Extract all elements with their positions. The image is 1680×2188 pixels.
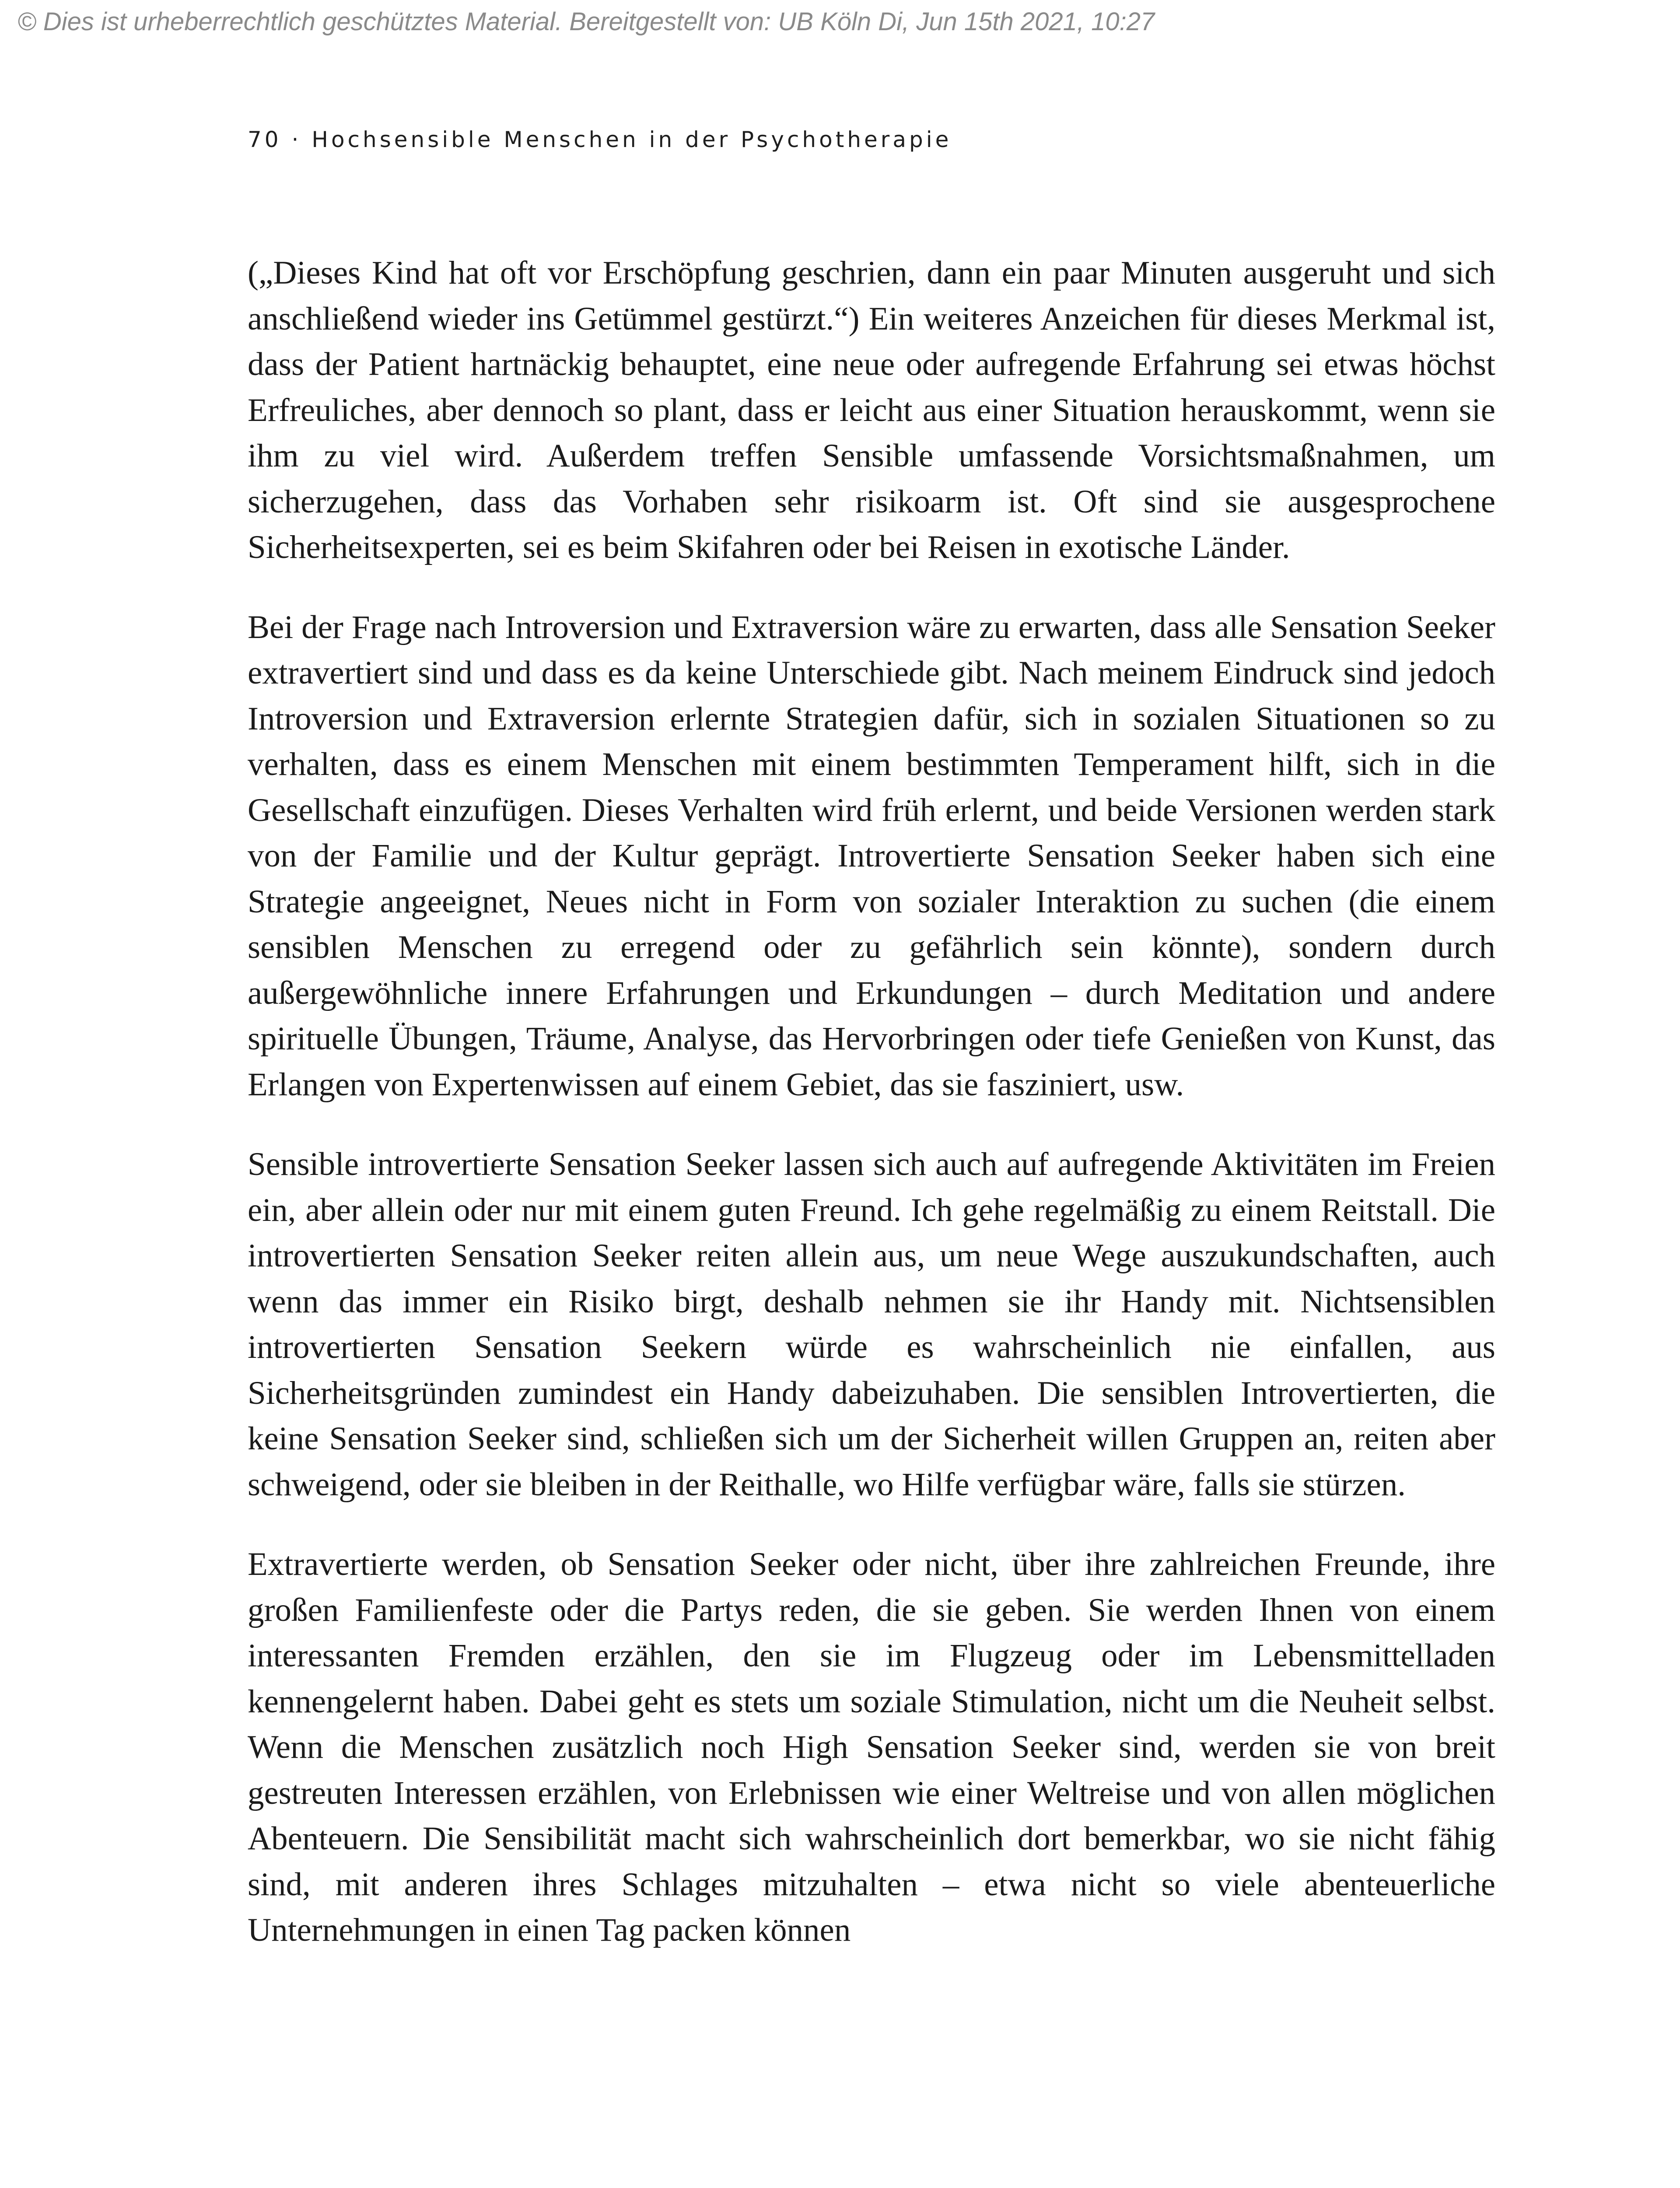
body-text xyxy=(248,250,1495,1953)
running-title: Hochsensible Menschen in der Psychotherapie xyxy=(312,127,952,152)
copyright-watermark: © Dies ist urheberrechtlich geschütztes Material. Bereitgestellt von: UB Köln Di, Jun 15th 2021, 10:27 xyxy=(18,7,1155,36)
paragraph: („Dieses Kind hat oft vor Erschöpfung geschrien, dann ein paar Minuten ausgeruht und sich anschließend wieder ins Getümmel gestürzt.“) Ein weiteres Anzeichen für dieses Merkmal ist, dass der Patient hartnäckig behauptet, eine neue oder aufregende Erfahrung sei etwas höchst Erfreuliches, aber dennoch so plant, dass er leicht aus einer Situation herauskommt, wenn sie ihm zu viel wird. Außerdem treffen Sensible umfassende Vorsichtsmaßnahmen, um sicherzugehen, dass das Vorhaben sehr risikoarm ist. Oft sind sie ausgesprochene Sicherheitsexperten, sei es beim Skifahren oder bei Reisen in exotische Länder. xyxy=(248,255,1495,565)
header-separator: · xyxy=(291,127,302,152)
paragraph: Sensible introvertierte Sensation Seeker lassen sich auch auf aufregende Aktivitäten im Freien ein, aber allein oder nur mit einem guten Freund. Ich gehe regelmäßig zu einem Reitstall. Die introvertierten Sensation Seeker reiten allein aus, um neue Wege auszukundschaften, auch wenn das immer ein Risiko birgt, deshalb nehmen sie ihr Handy mit. Nichtsensiblen introvertierten Sensation Seekern würde es wahrscheinlich nie einfallen, aus Sicherheitsgründen zumindest ein Handy dabeizuhaben. Die sensiblen Introvertierten, die keine Sensation Seeker sind, schließen sich um der Sicherheit willen Gruppen an, reiten aber schweigend, oder sie bleiben in der Reithalle, wo Hilfe verfügbar wäre, falls sie stürzen. xyxy=(248,1146,1495,1503)
page-number: 70 xyxy=(248,127,282,152)
paragraph: Extravertierte werden, ob Sensation Seeker oder nicht, über ihre zahlreichen Freunde, ihre großen Familienfeste oder die Partys reden, die sie geben. Sie werden Ihnen von einem interessanten Fremden erzählen, den sie im Flugzeug oder im Lebensmittelladen kennengelernt haben. Dabei geht es stets um soziale Stimulation, nicht um die Neuheit selbst. Wenn die Menschen zusätzlich noch High Sensation Seeker sind, werden sie von breit gestreuten Interessen erzählen, von Erlebnissen wie einer Weltreise und von allen möglichen Abenteuern. Die Sensibilität macht sich wahrscheinlich dort bemerkbar, wo sie nicht fähig sind, mit anderen ihres Schlages mitzuhalten – etwa nicht so viele abenteuerliche Unternehmungen in einen Tag packen können xyxy=(248,1546,1495,1948)
running-head xyxy=(248,127,952,152)
paragraph: Bei der Frage nach Introversion und Extraversion wäre zu erwarten, dass alle Sensation Seeker extravertiert sind und dass es da keine Unterschiede gibt. Nach meinem Eindruck sind jedoch Introversion und Extraversion erlernte Strategien dafür, sich in sozialen Situationen so zu verhalten, dass es einem Menschen mit einem bestimmten Temperament hilft, sich in die Gesellschaft einzufügen. Dieses Verhalten wird früh erlernt, und beide Versionen werden stark von der Familie und der Kultur geprägt. Introvertierte Sensation Seeker haben sich eine Strategie angeeignet, Neues nicht in Form von sozialer Interaktion zu suchen (die einem sensiblen Menschen zu erregend oder zu gefährlich sein könnte), sondern durch außergewöhnliche innere Erfahrungen und Erkundungen – durch Meditation und andere spirituelle Übungen, Träume, Analyse, das Hervorbringen oder tiefe Genießen von Kunst, das Erlangen von Expertenwissen auf einem Gebiet, das sie fasziniert, usw. xyxy=(248,609,1495,1103)
